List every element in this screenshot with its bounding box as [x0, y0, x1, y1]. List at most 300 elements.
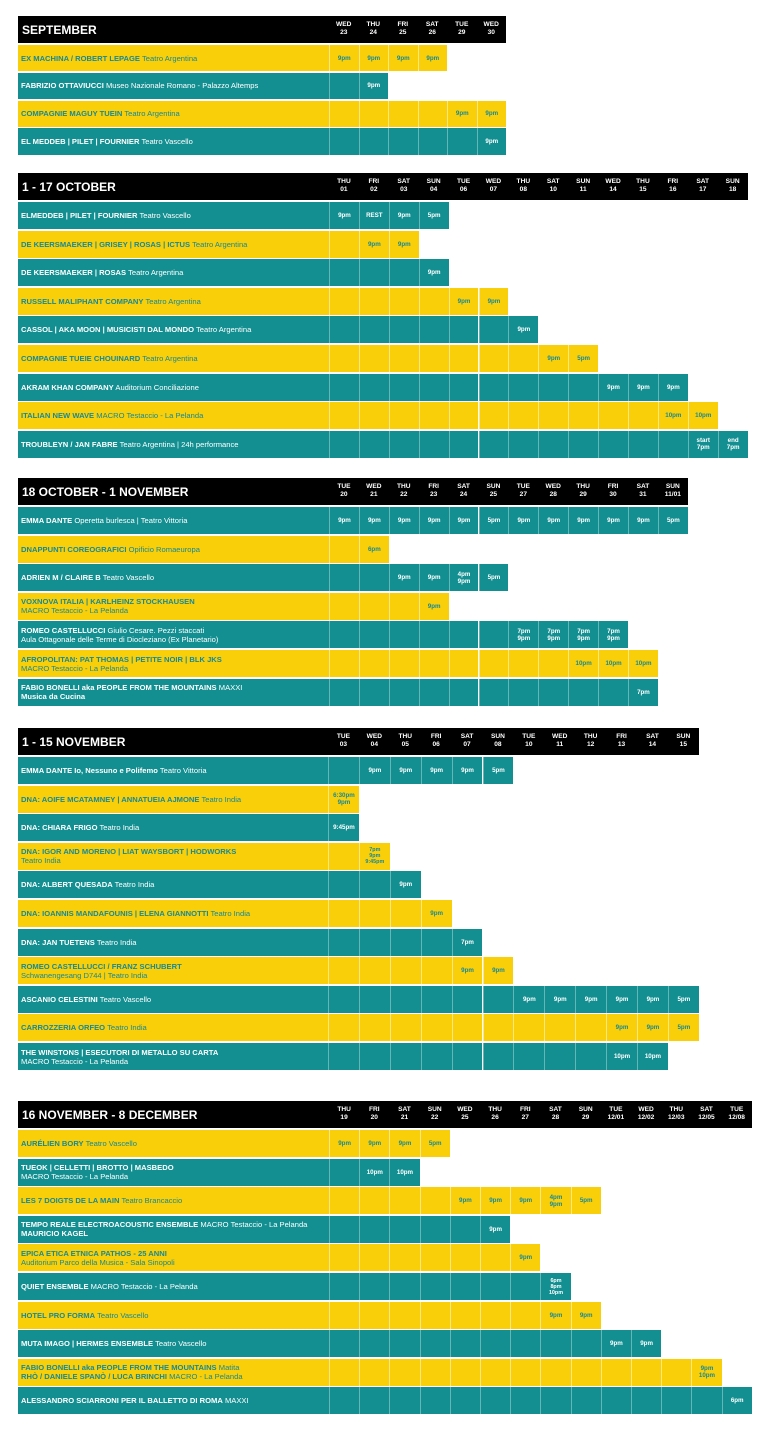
event-title	[18, 345, 329, 372]
showtime-cell	[388, 128, 418, 154]
section-title: 18 OCTOBER - 1 NOVEMBER	[22, 485, 189, 499]
showtime-cell	[598, 507, 628, 534]
showtime-cell	[329, 1159, 359, 1186]
event-title	[18, 957, 328, 984]
showtime: 9pm	[367, 54, 381, 62]
showtime-cell	[508, 507, 538, 534]
event-row	[18, 814, 359, 841]
day-name: SAT	[460, 733, 474, 740]
showtime-cell	[483, 1014, 514, 1041]
day-header	[718, 173, 748, 200]
showtime-cell	[328, 786, 359, 813]
section-title: 1 - 15 NOVEMBER	[22, 735, 126, 749]
showtime: 9pm	[577, 517, 590, 525]
event-title-line	[21, 971, 325, 980]
event-title	[18, 202, 329, 229]
event-title	[18, 73, 329, 99]
day-date: 06	[432, 741, 440, 748]
venue-name: Giulio Cesare. Pezzi staccati	[107, 625, 205, 635]
day-name: SAT	[646, 733, 659, 740]
day-date: 02	[370, 186, 378, 193]
day-name: SUN	[576, 178, 591, 185]
showtime: 10pm	[605, 660, 622, 668]
showtime-cell	[389, 374, 419, 401]
showtime-cell	[513, 1014, 544, 1041]
event-title	[18, 1359, 329, 1386]
performer-name: COMPAGNIE MAGUY TUEIN	[21, 109, 123, 119]
showtime: 10pm	[366, 1168, 383, 1176]
day-header	[668, 728, 699, 755]
event-title-line	[21, 240, 326, 249]
event-row	[18, 1387, 752, 1414]
showtime-cell	[359, 1302, 389, 1329]
day-name: THU	[366, 21, 381, 28]
venue-name: Auditorium Parco della Musica - Sala Sinopoli	[21, 1257, 175, 1267]
event-row	[18, 679, 658, 706]
showtime: 10pm	[635, 660, 652, 668]
day-name: SAT	[425, 21, 439, 28]
showtime-cell	[388, 101, 418, 127]
event-title-line	[21, 795, 325, 804]
day-header	[388, 16, 418, 43]
event-title	[18, 1014, 328, 1041]
showtime-cell	[508, 402, 538, 429]
event-row	[18, 986, 699, 1013]
venue-name: Teatro India	[96, 937, 137, 947]
showtime: 5pm	[487, 574, 501, 582]
event-title-line	[21, 635, 326, 644]
day-name: SUN	[490, 733, 505, 740]
event-title	[18, 259, 329, 286]
showtime-cell	[359, 101, 389, 127]
showtime-cell	[540, 1359, 570, 1386]
showtime-cell	[479, 316, 509, 343]
day-name: WED	[366, 733, 383, 740]
venue-name: MAXXI	[218, 683, 243, 693]
showtime: 9pm	[637, 517, 650, 525]
showtime-cell	[390, 1014, 421, 1041]
day-header	[479, 478, 509, 505]
showtime-cell	[568, 679, 598, 706]
day-name: SUN	[676, 733, 691, 740]
showtime-cell	[420, 1273, 450, 1300]
day-header	[359, 1101, 389, 1128]
event-title-line	[21, 823, 325, 832]
day-name: SUN	[426, 178, 441, 185]
day-name: WED	[366, 483, 382, 490]
day-date: 22	[431, 1114, 439, 1121]
showtime: 7pm 9pm 9:45pm	[365, 847, 385, 866]
showtime-cell	[449, 374, 479, 401]
performer-name: FABRIZIO OTTAVIUCCI	[21, 81, 104, 91]
event-title-line	[21, 516, 326, 525]
day-header	[691, 1101, 721, 1128]
day-name: SUN	[725, 178, 740, 185]
showtime: 10pm	[665, 412, 682, 420]
section-title: SEPTEMBER	[22, 23, 97, 37]
showtime: 9pm	[553, 995, 567, 1003]
day-header	[420, 1101, 450, 1128]
event-row	[18, 288, 508, 315]
venue-name: Schwanengesang D744 | Teatro India	[21, 970, 148, 980]
day-header	[508, 478, 538, 505]
showtime-cell	[390, 900, 421, 927]
showtime-cell	[691, 1387, 721, 1414]
showtime-cell	[389, 402, 419, 429]
showtime-cell	[510, 1330, 540, 1357]
performer-name: AKRAM KHAN COMPANY	[21, 382, 114, 392]
showtime: 9pm	[457, 517, 471, 525]
showtime-cell	[390, 986, 421, 1013]
day-name: THU	[583, 733, 598, 740]
day-name: THU	[669, 1106, 684, 1113]
showtime-cell	[329, 1359, 359, 1386]
event-title-line	[21, 938, 325, 947]
event-title-line	[21, 1139, 326, 1148]
event-title-line	[21, 995, 325, 1004]
event-row	[18, 73, 388, 99]
event-row	[18, 871, 421, 898]
day-date: 25	[399, 29, 407, 36]
showtime-cell	[421, 986, 452, 1013]
showtime-cell	[538, 374, 568, 401]
showtime-cell	[483, 957, 514, 984]
event-row	[18, 316, 538, 343]
showtime-cell	[390, 757, 421, 784]
showtime-cell	[419, 202, 449, 229]
day-header	[658, 478, 688, 505]
event-row	[18, 786, 359, 813]
day-date: 26	[428, 29, 436, 36]
showtime-cell	[571, 1302, 601, 1329]
event-title-line	[21, 1258, 326, 1267]
event-title	[18, 1043, 328, 1070]
venue-name: Teatro Vascello	[141, 137, 193, 147]
venue-name: Museo Nazionale Romano - Palazzo Altemps	[105, 81, 259, 91]
showtime-cell	[419, 288, 449, 315]
performer-name: THE WINSTONS | ESECUTORI DI METALLO SU CARTA	[21, 1047, 219, 1057]
showtime: 9pm	[522, 995, 536, 1003]
venue-name: MACRO Testaccio - La Pelanda	[90, 1282, 198, 1292]
showtime-cell	[449, 650, 479, 677]
venue-name: MACRO Testaccio - La Pelanda	[21, 663, 129, 673]
showtime-cell	[421, 929, 452, 956]
venue-name: Teatro Argentina	[142, 354, 198, 364]
showtime-cell	[359, 1187, 389, 1214]
venue-name: Teatro Brancaccio	[121, 1196, 183, 1206]
day-header	[328, 728, 359, 755]
showtime-cell	[513, 986, 544, 1013]
showtime-cell	[359, 1273, 389, 1300]
day-date: 26	[491, 1114, 499, 1121]
day-date: 28	[549, 491, 557, 498]
showtime: 5pm	[577, 355, 590, 363]
event-title	[18, 128, 329, 154]
showtime: 9pm	[396, 54, 410, 62]
showtime: 10pm	[396, 1168, 414, 1176]
showtime: end 7pm	[726, 437, 740, 452]
showtime-cell	[568, 621, 598, 648]
showtime-cell	[389, 621, 419, 648]
day-header	[419, 173, 449, 200]
showtime-cell	[508, 316, 538, 343]
day-date: 30	[609, 491, 617, 498]
showtime-cell	[538, 621, 568, 648]
showtime-cell	[389, 1387, 419, 1414]
day-header	[722, 1101, 752, 1128]
performer-name: DNA: CHIARA FRIGO	[21, 823, 98, 833]
day-header	[631, 1101, 661, 1128]
showtime-cell	[329, 1387, 359, 1414]
performer-name: DNA: ALBERT QUESADA	[21, 880, 113, 890]
event-title-line	[21, 1220, 326, 1229]
showtime: 9pm	[367, 517, 381, 525]
day-date: 27	[521, 1114, 529, 1121]
event-row	[18, 202, 449, 229]
showtime-cell	[359, 1014, 390, 1041]
venue-name: Matita	[218, 1363, 240, 1373]
day-header	[419, 478, 449, 505]
event-title-line	[21, 354, 326, 363]
showtime-cell	[483, 1043, 514, 1070]
venue-name: Teatro India	[99, 823, 140, 833]
event-row	[18, 621, 628, 648]
showtime-cell	[598, 621, 628, 648]
showtime-cell	[389, 431, 419, 458]
showtime: 5pm	[487, 517, 501, 525]
day-date: 12/05	[698, 1114, 715, 1121]
event-row	[18, 564, 508, 591]
event-title	[18, 316, 329, 343]
venue-name: Teatro Vascello	[99, 994, 152, 1004]
event-title-line	[21, 297, 326, 306]
showtime-cell	[329, 316, 359, 343]
day-name: FRI	[519, 1106, 531, 1113]
performer-name: DNA: JAN TUETENS	[21, 937, 95, 947]
showtime-cell	[329, 536, 359, 563]
day-name: TUE	[516, 483, 530, 490]
showtime-cell	[480, 1359, 510, 1386]
performer-name: TEMPO REALE ELECTROACOUSTIC ENSEMBLE	[21, 1220, 199, 1230]
showtime: 9pm	[427, 269, 441, 277]
showtime-cell	[419, 431, 449, 458]
showtime: 5pm	[428, 1140, 442, 1148]
day-name: SUN	[578, 1106, 593, 1113]
venue-name: Teatro Argentina	[145, 296, 201, 306]
day-header	[477, 16, 507, 43]
showtime-cell	[359, 1387, 389, 1414]
performer-name: CARROZZERIA ORFEO	[21, 1023, 106, 1033]
performer-name: RUSSELL MALIPHANT COMPANY	[21, 296, 144, 306]
showtime-cell	[359, 1330, 389, 1357]
showtime: 9pm	[427, 602, 441, 610]
showtime-cell	[420, 1244, 450, 1271]
day-name: SAT	[549, 1106, 562, 1113]
event-title-line	[21, 1311, 326, 1320]
showtime-cell	[419, 374, 449, 401]
showtime-cell	[480, 1187, 510, 1214]
day-header	[421, 728, 452, 755]
day-header	[513, 728, 544, 755]
showtime-cell	[510, 1302, 540, 1329]
showtime-cell	[359, 650, 389, 677]
showtime: 9pm	[549, 1311, 563, 1319]
showtime-cell	[329, 650, 359, 677]
showtime-cell	[510, 1359, 540, 1386]
showtime: 9pm	[397, 574, 411, 582]
showtime-cell	[508, 650, 538, 677]
showtime-cell	[658, 374, 688, 401]
showtime-cell	[359, 900, 390, 927]
showtime-cell	[540, 1273, 570, 1300]
showtime: 5pm	[677, 1024, 691, 1032]
showtime-cell	[421, 757, 452, 784]
showtime-cell	[421, 957, 452, 984]
event-title	[18, 402, 329, 429]
showtime: 9pm	[607, 383, 620, 391]
showtime-cell	[389, 1159, 419, 1186]
showtime: 9pm	[338, 212, 351, 220]
showtime-cell	[598, 679, 628, 706]
showtime-cell	[568, 507, 598, 534]
showtime-cell	[571, 1330, 601, 1357]
showtime-cell	[328, 843, 359, 870]
showtime-cell	[544, 1014, 575, 1041]
showtime-cell	[419, 650, 449, 677]
showtime: 10pm	[613, 1053, 631, 1061]
showtime-cell	[601, 1330, 631, 1357]
event-title	[18, 843, 328, 870]
showtime-cell	[450, 1330, 480, 1357]
event-title	[18, 650, 329, 677]
showtime: 9pm	[426, 54, 440, 62]
venue-name: Teatro Vittoria	[159, 766, 207, 776]
event-title	[18, 621, 329, 648]
showtime-cell	[658, 402, 688, 429]
day-date: 29	[579, 491, 587, 498]
showtime-cell	[606, 986, 637, 1013]
showtime: 9pm	[584, 995, 598, 1003]
performer-name: CASSOL | AKA MOON | MUSICISTI DAL MONDO	[21, 325, 195, 335]
showtime-cell	[450, 1387, 480, 1414]
showtime-cell	[389, 1244, 419, 1271]
day-header	[329, 478, 359, 505]
performer-name: ASCANIO CELESTINI	[21, 994, 98, 1004]
showtime-cell	[510, 1387, 540, 1414]
showtime: start 7pm	[696, 437, 710, 452]
showtime: 9pm	[399, 767, 413, 775]
day-name: FRI	[607, 483, 619, 490]
showtime: 9pm	[397, 240, 411, 248]
section-header	[18, 16, 506, 43]
event-title	[18, 1387, 329, 1414]
day-date: 17	[699, 186, 707, 193]
showtime-cell	[722, 1387, 752, 1414]
showtime-cell	[450, 1216, 480, 1243]
event-title-line	[21, 268, 326, 277]
showtime-cell	[450, 1359, 480, 1386]
day-date: 12/03	[668, 1114, 685, 1121]
day-date: 06	[459, 186, 468, 193]
event-title-line	[21, 573, 326, 582]
event-title-line	[21, 1172, 326, 1181]
day-header	[450, 1101, 480, 1128]
performer-name: ROMEO CASTELLUCCI	[21, 625, 106, 635]
showtime: 10pm	[575, 660, 592, 668]
showtime-cell	[452, 757, 483, 784]
showtime: 9pm	[459, 1197, 472, 1205]
showtime-cell	[420, 1216, 450, 1243]
showtime: 9pm	[615, 995, 629, 1003]
event-title-line	[21, 545, 326, 554]
showtime-cell	[598, 650, 628, 677]
showtime-cell	[538, 679, 568, 706]
event-title	[18, 1216, 329, 1243]
event-row	[18, 1216, 510, 1243]
showtime-cell	[329, 45, 359, 71]
day-name: WED	[545, 483, 561, 490]
showtime-cell	[359, 1159, 389, 1186]
showtime-cell	[637, 1043, 668, 1070]
day-name: WED	[552, 733, 568, 740]
day-name: THU	[576, 483, 590, 490]
day-header	[329, 16, 359, 43]
performer-name: COMPAGNIE TUEIE CHOUINARD	[21, 354, 141, 364]
day-date: 13	[617, 741, 626, 748]
day-header	[449, 173, 479, 200]
day-header	[418, 16, 448, 43]
showtime-cell	[390, 871, 421, 898]
showtime-cell	[658, 507, 688, 534]
showtime-cell	[359, 679, 389, 706]
venue-name: Teatro Vascello	[97, 1310, 149, 1320]
day-date: 25	[489, 491, 498, 498]
showtime-cell	[449, 431, 479, 458]
day-name: SAT	[546, 178, 560, 185]
day-header	[359, 478, 389, 505]
performer-name: EPICA ETICA ETNICA PATHOS - 25 ANNI	[21, 1248, 167, 1258]
showtime-cell	[479, 679, 509, 706]
event-title	[18, 593, 329, 620]
showtime: 9pm	[492, 967, 505, 975]
showtime: 9pm	[666, 383, 680, 391]
showtime-cell	[359, 45, 389, 71]
venue-name: MACRO Testaccio - La Pelanda	[21, 606, 129, 616]
showtime-cell	[421, 1043, 452, 1070]
event-row	[18, 1330, 661, 1357]
performer-name: TROUBLEYN / JAN FABRE	[21, 439, 118, 449]
showtime-cell	[329, 621, 359, 648]
event-title	[18, 507, 329, 534]
showtime-cell	[329, 259, 359, 286]
showtime-cell	[390, 957, 421, 984]
showtime-cell	[419, 679, 449, 706]
showtime-cell	[390, 1043, 421, 1070]
showtime-cell	[420, 1302, 450, 1329]
event-title-line	[21, 847, 325, 856]
event-title-line	[21, 1372, 326, 1381]
day-name: THU	[516, 178, 531, 185]
showtime-cell	[631, 1359, 661, 1386]
showtime: 9pm	[646, 995, 660, 1003]
day-header	[606, 728, 637, 755]
showtime: 9pm	[337, 54, 351, 62]
showtime-cell	[359, 316, 389, 343]
showtime-cell	[598, 402, 628, 429]
event-row	[18, 1359, 722, 1386]
showtime: 6pm 8pm 10pm	[548, 1277, 564, 1296]
event-title	[18, 564, 329, 591]
